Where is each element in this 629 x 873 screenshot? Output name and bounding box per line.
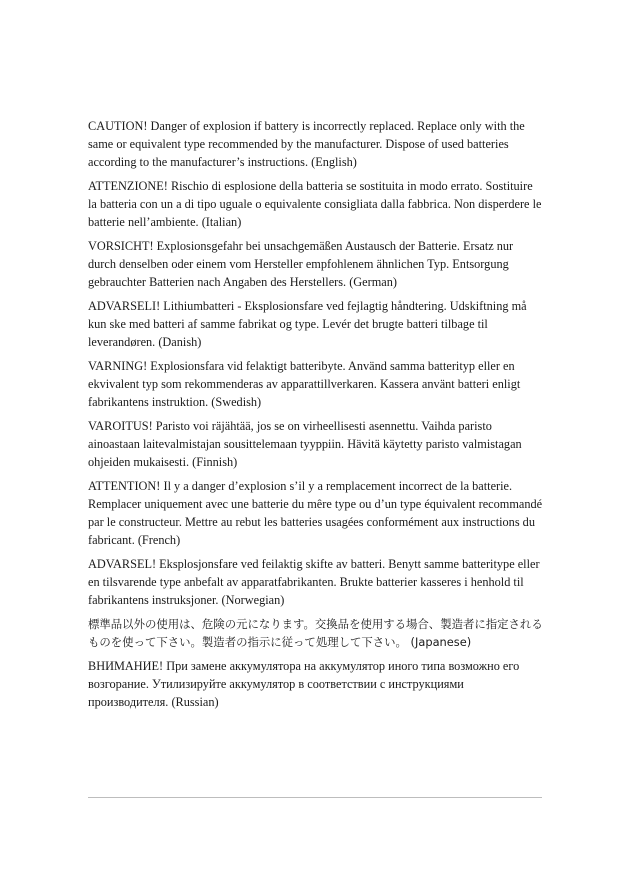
warning-paragraph-italian: ATTENZIONE! Rischio di esplosione della batteria se sostituita in modo errato. Sostituire la batteria con un a di tipo uguale o equivalente consigliata dalla fabbrica. Non disperdere le batterie nell’ambiente. (Italian)	[88, 179, 542, 229]
warning-paragraph-norwegian: ADVARSEL! Eksplosjonsfare ved feilaktig skifte av batteri. Benytt samme batteritype eller en tilsvarende type anbefalt av apparatfabrikanten. Brukte batterier kasseres i henhold til fabrikantens instruksjoner. (Norwegian)	[88, 557, 540, 607]
warning-paragraph-japanese: 標準品以外の使用は、危険の元になります。交換品を使用する場合、製造者に指定されるものを使って下さい。製造者の指示に従って処理して下さい。 (Japanese)	[88, 617, 543, 649]
warning-paragraph-french: ATTENTION! Il y a danger d’explosion s’il y a remplacement incorrect de la batterie. Remplacer uniquement avec une batterie du mêre type ou d’un type équivalent recommandé par le constructeur. Mettre au rebut les batteries usagées conformément aux instructions du fabricant. (French)	[88, 479, 543, 547]
battery-warning-text-block	[88, 117, 544, 717]
warning-paragraph-german: VORSICHT! Explosionsgefahr bei unsachgemäßen Austausch der Batterie. Ersatz nur durch denselben oder einem vom Hersteller empfohlenem ähnlichen Typ. Entsorgung gebrauchter Batterien nach Angaben des Herstellers. (German)	[88, 239, 514, 289]
warning-paragraph-danish: ADVARSELI! Lithiumbatteri - Eksplosionsfare ved fejlagtig håndtering. Udskiftning må kun ske med batteri af samme fabrikat og type. Levér det brugte batteri tilbage til leverandøren. (Danish)	[88, 299, 527, 349]
warning-paragraph-english: CAUTION! Danger of explosion if battery is incorrectly replaced. Replace only with the same or equivalent type recommended by the manufacturer. Dispose of used batteries according to the manufacturer’s instructions. (English)	[88, 119, 525, 169]
footer-divider	[88, 797, 542, 798]
warning-paragraph-finnish: VAROITUS! Paristo voi räjähtää, jos se on virheellisesti asennettu. Vaihda paristo ainoastaan laitevalmistajan sousittelemaan tyyppiin. Hävitä käytetty paristo valmistagan ohjeiden mukaisesti. (Finnish)	[88, 419, 522, 469]
warning-paragraph-swedish: VARNING! Explosionsfara vid felaktigt batteribyte. Använd samma batterityp eller en ekvivalent typ som rekommenderas av apparattillverkaren. Kassera använt batteri enligt fabrikantens instruktion. (Swedish)	[88, 359, 521, 409]
warning-paragraph-russian: ВНИМАНИЕ! При замене аккумулятора на аккумулятор иного типа возможно его возгорание. Утилизируйте аккумулятор в соответствии с инструкциями производителя. (Russian)	[88, 659, 520, 709]
